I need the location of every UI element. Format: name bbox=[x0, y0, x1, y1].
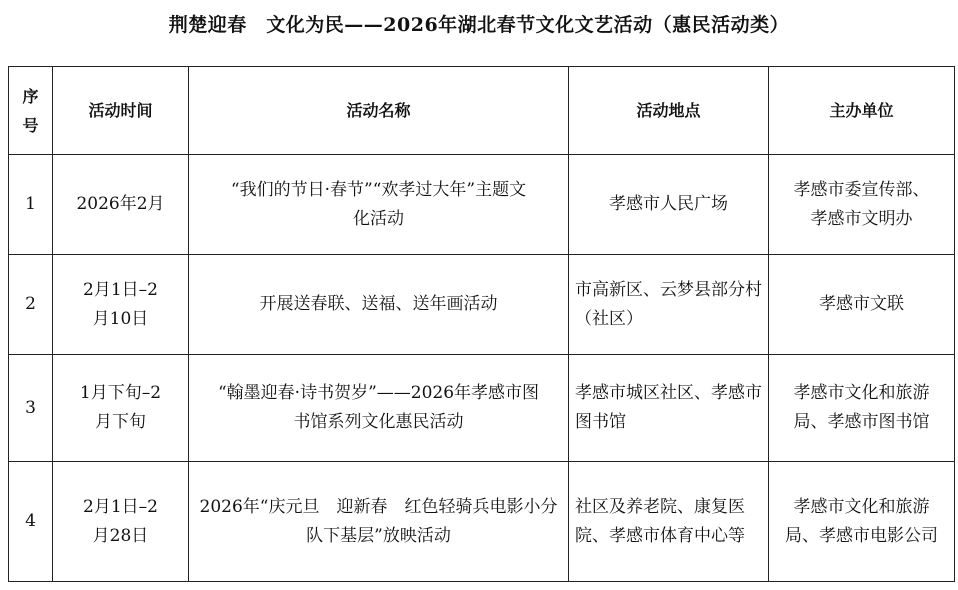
header-index: 序号 bbox=[9, 67, 53, 155]
row-location: 孝感市城区社区、孝感市图书馆 bbox=[569, 355, 769, 462]
row-organizer: 孝感市委宣传部、 孝感市文明办 bbox=[769, 155, 955, 255]
table-header-row bbox=[9, 67, 955, 155]
row-index: 4 bbox=[9, 462, 53, 582]
row-time: 2月1日–2月10日 bbox=[53, 255, 189, 355]
row-location: 市高新区、云梦县部分村（社区） bbox=[569, 255, 769, 355]
row-location: 孝感市人民广场 bbox=[569, 155, 769, 255]
table-row bbox=[9, 255, 955, 355]
row-organizer: 孝感市文化和旅游局、孝感市图书馆 bbox=[769, 355, 955, 462]
row-name: “翰墨迎春·诗书贺岁”——2026年孝感市图书馆系列文化惠民活动 bbox=[189, 355, 569, 462]
table-row bbox=[9, 462, 955, 582]
row-time: 2026年2月 bbox=[53, 155, 189, 255]
row-name: 2026年“庆元旦 迎新春 红色轻骑兵电影小分队下基层”放映活动 bbox=[189, 462, 569, 582]
row-organizer: 孝感市文化和旅游局、孝感市电影公司 bbox=[769, 462, 955, 582]
row-time: 2月1日–2月28日 bbox=[53, 462, 189, 582]
table-row bbox=[9, 355, 955, 462]
header-organizer: 主办单位 bbox=[769, 67, 955, 155]
row-organizer: 孝感市文联 bbox=[769, 255, 955, 355]
page-title: 荆楚迎春 文化为民——2026年湖北春节文化文艺活动（惠民活动类） bbox=[168, 14, 790, 36]
activities-table bbox=[8, 66, 955, 582]
row-name: “我们的节日·春节”“欢孝过大年”主题文化活动 bbox=[189, 155, 569, 255]
row-name: 开展送春联、送福、送年画活动 bbox=[189, 255, 569, 355]
header-location: 活动地点 bbox=[569, 67, 769, 155]
row-index: 2 bbox=[9, 255, 53, 355]
row-index: 3 bbox=[9, 355, 53, 462]
header-name: 活动名称 bbox=[189, 67, 569, 155]
header-time: 活动时间 bbox=[53, 67, 189, 155]
table-row bbox=[9, 155, 955, 255]
row-index: 1 bbox=[9, 155, 53, 255]
row-time: 1月下旬–2月下旬 bbox=[53, 355, 189, 462]
row-location: 社区及养老院、康复医院、孝感市体育中心等 bbox=[569, 462, 769, 582]
